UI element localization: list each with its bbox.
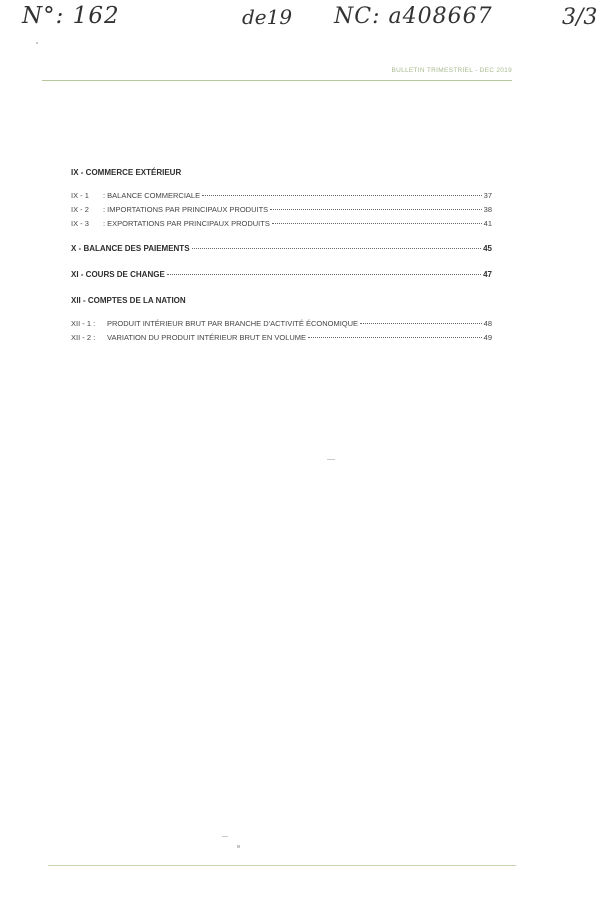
dot-leader [192, 248, 482, 249]
section-title-x: X - BALANCE DES PAIEMENTS [71, 244, 190, 253]
toc-entry-page: 37 [483, 191, 492, 200]
toc-entry[interactable] [71, 319, 492, 333]
section-title-xi: XI - COURS DE CHANGE [71, 270, 165, 279]
toc-entry-page: 48 [483, 319, 492, 328]
toc-entry-code: XII - 1 : [71, 319, 96, 328]
dot-leader [202, 195, 482, 196]
dot-leader [167, 274, 481, 275]
toc-entry[interactable] [71, 333, 492, 347]
toc-entry-label: : EXPORTATIONS PAR PRINCIPAUX PRODUITS [103, 219, 270, 228]
table-of-contents [71, 168, 492, 347]
toc-entry-page: 41 [483, 219, 492, 228]
toc-entry-page: 45 [483, 244, 492, 253]
toc-entry-page: 47 [483, 270, 492, 279]
dot-leader [270, 209, 481, 210]
running-header: BULLETIN TRIMESTRIEL - DEC 2019 [391, 67, 512, 74]
toc-entry[interactable] [71, 205, 492, 219]
handwritten-nc-number: NC: a408667 [334, 4, 493, 29]
toc-entry-code: XII - 2 : [71, 333, 96, 342]
toc-entry-label: PRODUIT INTÉRIEUR BRUT PAR BRANCHE D'ACTIVITÉ ÉCONOMIQUE [107, 319, 359, 328]
toc-entry-label: VARIATION DU PRODUIT INTÉRIEUR BRUT EN VOLUME [107, 333, 307, 342]
toc-entry-page: 38 [483, 205, 492, 214]
toc-entry[interactable] [71, 219, 492, 233]
header-rule [42, 80, 512, 81]
toc-entry-page: 49 [483, 333, 492, 342]
toc-section-xi[interactable] [71, 270, 492, 284]
scan-speck [327, 459, 335, 460]
section-title-xii: XII - COMPTES DE LA NATION [71, 296, 186, 305]
toc-section-x[interactable] [71, 244, 492, 258]
dot-leader [308, 337, 482, 338]
dot-leader [272, 223, 482, 224]
toc-entry-label: : BALANCE COMMERCIALE [103, 191, 201, 200]
toc-entry-code: IX - 2 [71, 205, 89, 214]
handwritten-year: de19 [242, 5, 293, 29]
handwritten-document-number: N°: 162 [22, 3, 120, 29]
toc-entry[interactable] [71, 191, 492, 205]
toc-entry-code: IX - 1 [71, 191, 89, 200]
footer-rule [48, 865, 516, 866]
toc-entry-code: IX - 3 [71, 219, 89, 228]
toc-entry-label: : IMPORTATIONS PAR PRINCIPAUX PRODUITS [103, 205, 269, 214]
scan-speck [36, 42, 38, 44]
scan-speck [222, 836, 228, 837]
scan-speck [237, 845, 240, 848]
section-title-ix: IX - COMMERCE EXTÉRIEUR [71, 168, 182, 177]
handwritten-page-count: 3/3 [562, 5, 598, 30]
dot-leader [360, 323, 482, 324]
